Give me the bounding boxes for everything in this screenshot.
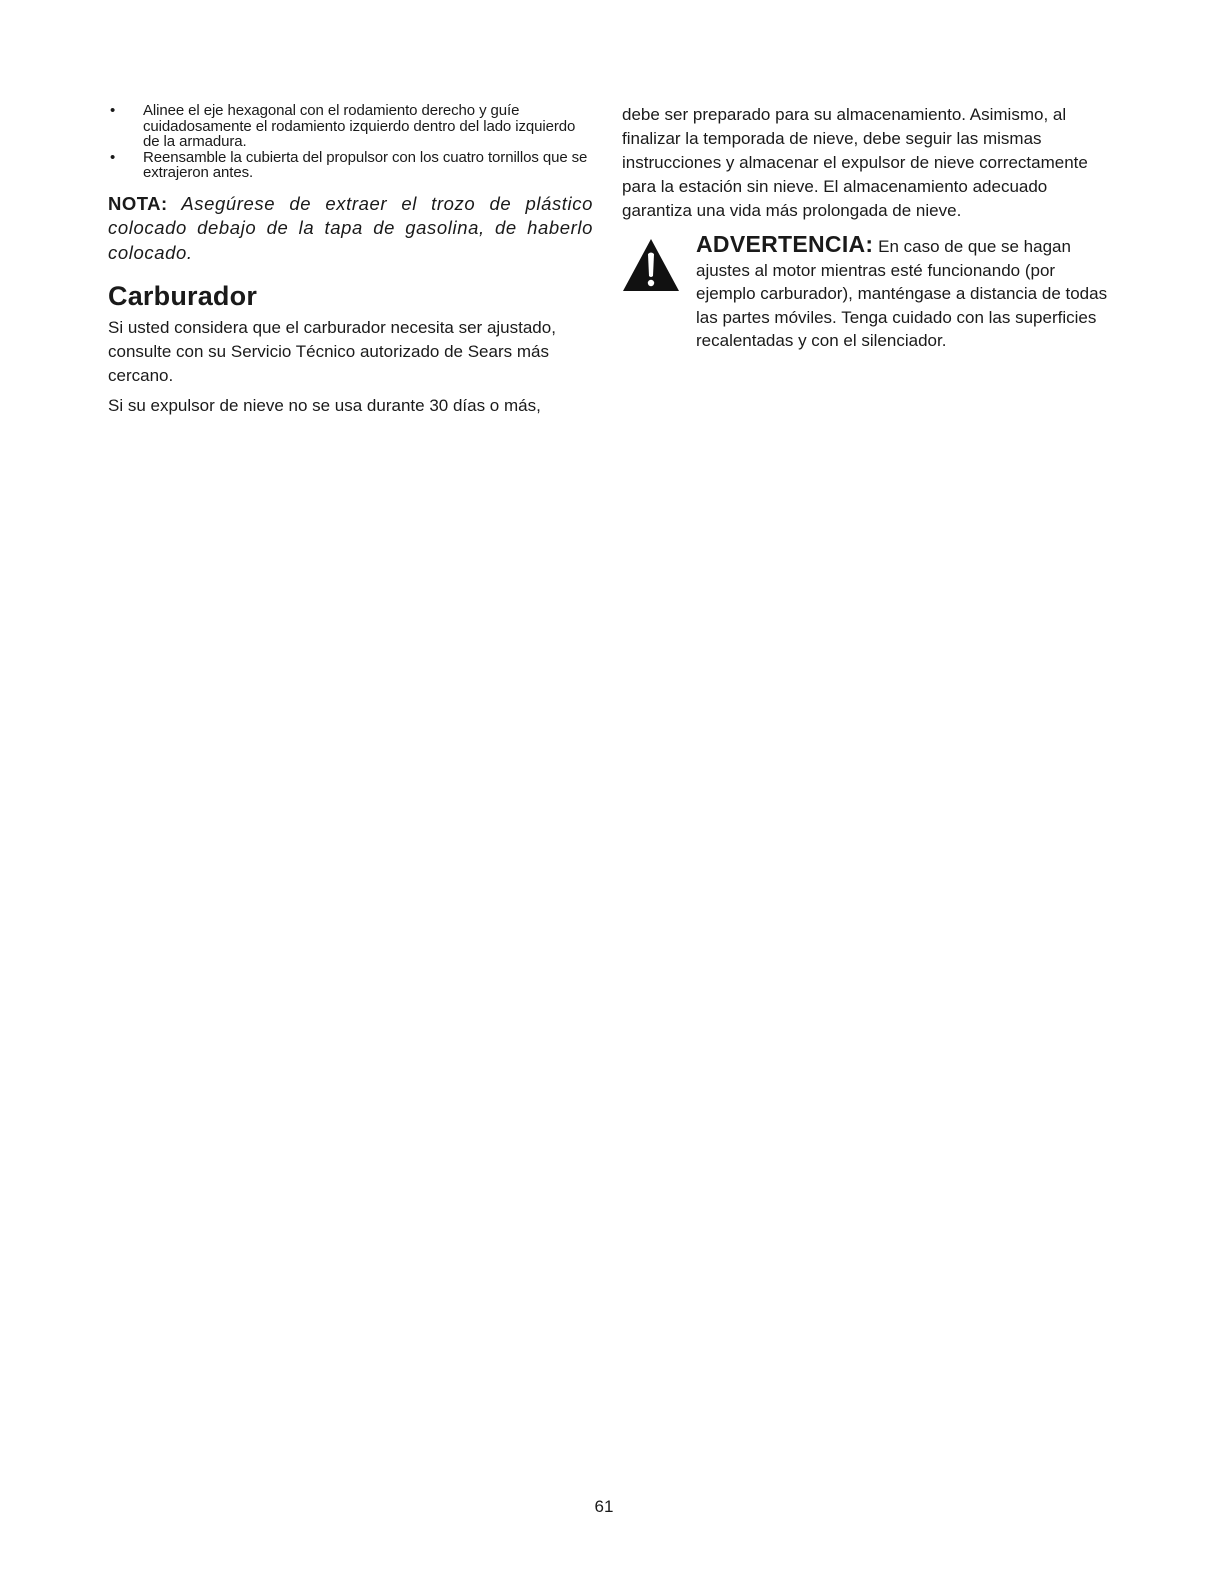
warning-block xyxy=(622,233,1112,353)
left-column xyxy=(108,103,593,418)
list-item-text: Alinee el eje hexagonal con el rodamiento derecho y guíe cuidadosamente el rodamiento izquierdo dentro del lado izquierdo de la armadura. xyxy=(143,102,576,150)
note-text: Asegúrese de extraer el trozo de plástico colocado debajo de la tapa de gasolina, de haberlo colocado. xyxy=(108,192,593,263)
note-paragraph xyxy=(108,192,593,266)
warning-text-block xyxy=(696,233,1112,353)
list-item-text: Reensamble la cubierta del propulsor con los cuatro tornillos que se extrajeron antes. xyxy=(143,148,588,181)
instruction-list xyxy=(108,103,593,181)
carburetor-paragraph: Si usted considera que el carburador necesita ser ajustado, consulte con su Servicio Técnico autorizado de Sears más cercano. xyxy=(108,318,556,385)
warning-title: ADVERTENCIA: xyxy=(696,231,874,257)
page-number: 61 xyxy=(594,1497,614,1516)
list-item xyxy=(108,150,593,181)
right-column xyxy=(622,103,1112,353)
storage-paragraph-start: Si su expulsor de nieve no se usa durante 30 días o más, xyxy=(108,396,541,415)
bullet-marker: • xyxy=(110,102,116,119)
storage-paragraph-continued: debe ser preparado para su almacenamiento. Asimismo, al finalizar la temporada de nieve, debe seguir las mismas instrucciones y almacenar el expulsor de nieve correctamente para la estación sin nieve. El almacenamiento adecuado garantiza una vida más prolongada de nieve. xyxy=(622,105,1088,220)
section-title-carburador: Carburador xyxy=(108,281,258,311)
warning-text: En caso de que se hagan ajustes al motor mientras esté funcionando (por ejemplo carburador), manténgase a distancia de todas las partes móviles. Tenga cuidado con las superficies recalentadas y con el silenciador. xyxy=(696,237,1108,350)
warning-triangle-icon xyxy=(622,237,680,293)
bullet-marker: • xyxy=(110,148,116,166)
note-label: NOTA: xyxy=(108,192,168,214)
list-item xyxy=(108,103,593,150)
